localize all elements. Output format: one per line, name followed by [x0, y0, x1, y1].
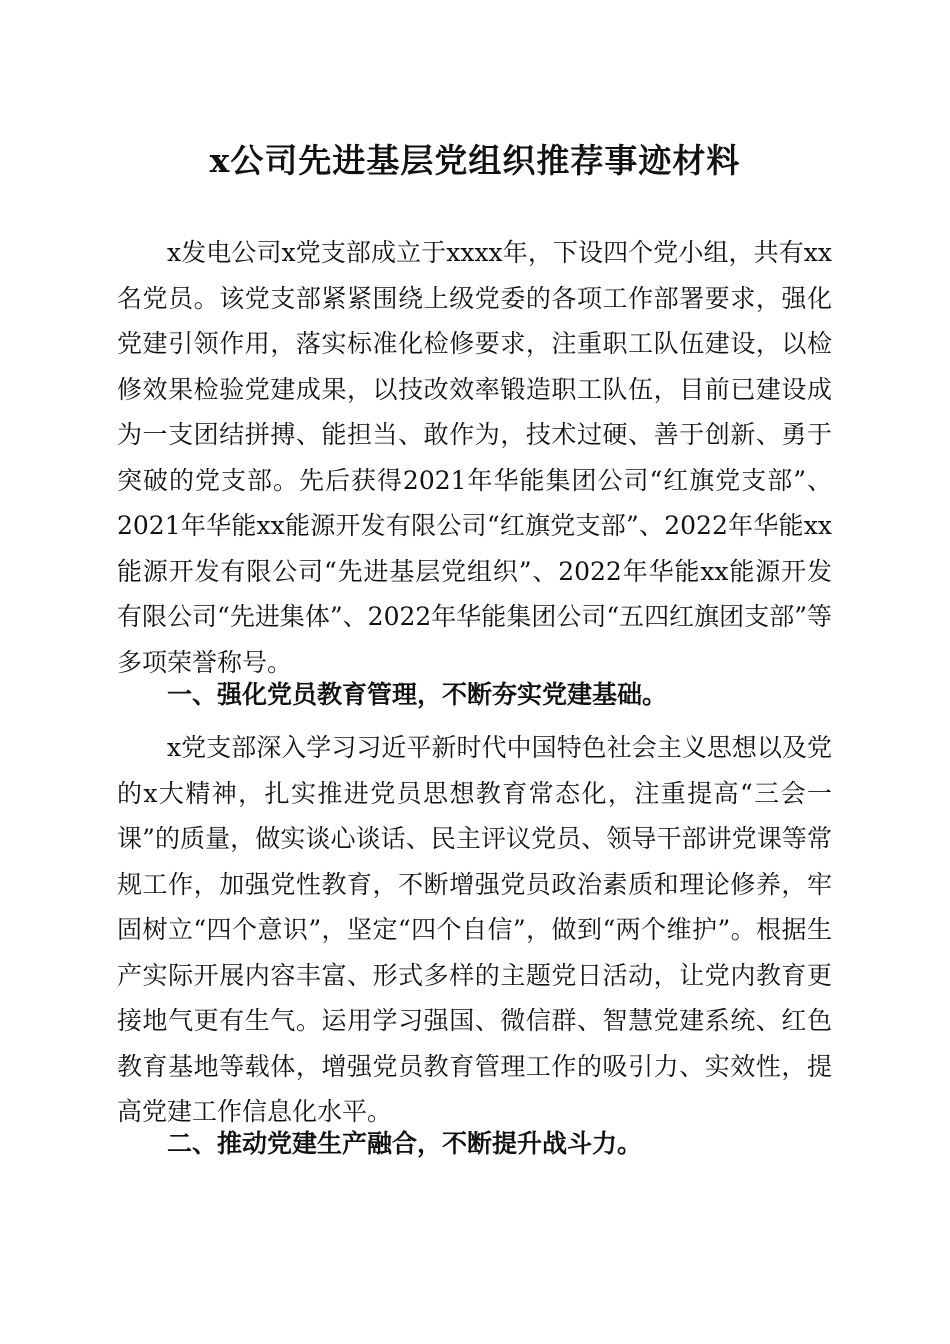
document-title: x公司先进基层党组织推荐事迹材料	[209, 141, 741, 180]
section-1-paragraph	[117, 725, 832, 1135]
intro-paragraph	[117, 230, 832, 685]
paragraph-text: x党支部深入学习习近平新时代中国特色社会主义思想以及党的x大精神，扎实推进党员思想教育常态化，注重提高“三会一课”的质量，做实谈心谈话、民主评议党员、领导干部讲党课等常规工作，加强党性教育，不断增强党员政治素质和理论修养，牢固树立“四个意识”，坚定“四个自信”，做到“两个维护”。根据生产实际开展内容丰富、形式多样的主题党日活动，让党内教育更接地气更有生气。运用学习强国、微信群、智慧党建系统、红色教育基地等载体，增强党员教育管理工作的吸引力、实效性，提高党建工作信息化水平。	[117, 733, 832, 1126]
section-heading-2: 二、推动党建生产融合，不断提升战斗力。	[167, 1129, 643, 1158]
section-heading-1: 一、强化党员教育管理，不断夯实党建基础。	[167, 680, 668, 709]
paragraph-text: x发电公司x党支部成立于xxxx年，下设四个党小组，共有xx名党员。该党支部紧紧围绕上级党委的各项工作部署要求，强化党建引领作用，落实标准化检修要求，注重职工队伍建设，以检修效果检验党建成果，以技改效率锻造职工队伍，目前已建设成为一支团结拼搏、能担当、敢作为，技术过硬、善于创新、勇于突破的党支部。先后获得2021年华能集团公司“红旗党支部”、2021年华能xx能源开发有限公司“红旗党支部”、2022年华能xx能源开发有限公司“先进基层党组织”、2022年华能xx能源开发有限公司“先进集体”、2022年华能集团公司“五四红旗团支部”等多项荣誉称号。	[117, 238, 832, 677]
